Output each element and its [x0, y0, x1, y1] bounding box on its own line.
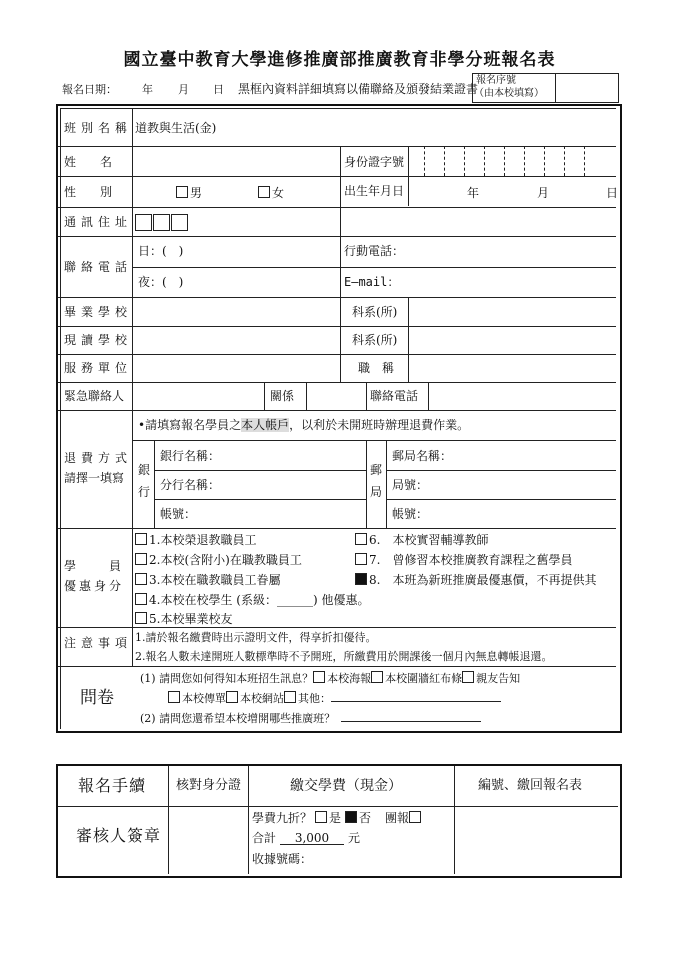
class-name-value[interactable]: 道教與生活(金) — [135, 121, 217, 135]
checkbox-icon[interactable] — [168, 691, 180, 703]
job-title-label: 職 稱 — [358, 361, 395, 375]
q1-option-4: 本校傳單 — [182, 692, 226, 705]
total-label: 合計 — [252, 831, 277, 845]
bank-name-label: 銀行名稱： — [160, 449, 221, 463]
refund-note-post: ，以利於未開班時辦理退費作業。 — [289, 418, 470, 432]
refund-note-pre: •請填寫報名學員之 — [138, 418, 242, 432]
q1-option-6: 其他： — [298, 692, 331, 705]
zip-digit-2[interactable] — [153, 214, 170, 231]
discount-text-3: 3.本校在職教職員工眷屬 — [149, 573, 281, 587]
procedure-label: 報名手續 — [78, 776, 147, 795]
discount-option-4[interactable] — [135, 593, 369, 606]
zip-digit-3[interactable] — [171, 214, 188, 231]
survey-q2 — [140, 711, 481, 724]
discount-text-7: 7. 曾修習本校推廣教育課程之舊學員 — [369, 553, 573, 567]
bank-branch-label: 分行名稱： — [160, 478, 221, 492]
name-input[interactable] — [134, 148, 338, 174]
grad-dept-label: 科系(所) — [352, 305, 398, 319]
post-label-2: 局 — [370, 485, 383, 499]
header-notice: 黑框內資料詳細填寫以備聯絡及頒發結業證書 — [238, 82, 479, 96]
zip-digit-1[interactable] — [135, 214, 152, 231]
birth-year: 年 — [467, 186, 480, 200]
discount-question-text: 學費九折？ — [252, 811, 313, 825]
checkbox-icon[interactable] — [135, 593, 147, 605]
fee-label: 繳交學費（現金） — [290, 778, 402, 794]
total-line — [252, 832, 360, 845]
post-label-1: 郵 — [370, 463, 383, 477]
notes-label: 注意事項 — [64, 636, 133, 650]
discount-text-2: 2.本校(含附小)在職教職員工 — [149, 553, 302, 567]
checkbox-icon[interactable] — [176, 186, 188, 198]
grad-school-label: 畢業學校 — [64, 305, 133, 319]
emergency-label: 緊急聯絡人 — [64, 389, 125, 403]
gender-male-label: 男 — [190, 186, 203, 200]
current-dept-label: 科系(所) — [352, 333, 398, 347]
birth-label: 出生年月日 — [344, 184, 405, 198]
current-school-label: 現讀學校 — [64, 333, 133, 347]
refund-label-2: 請擇一填寫 — [64, 471, 125, 485]
gender-male-option[interactable] — [176, 186, 202, 199]
survey-q2-text: (2) 請問您還希望本校增開哪些推廣班？ — [140, 712, 336, 725]
phone-night[interactable]: 夜：( ) — [138, 275, 184, 289]
survey-q1 — [140, 671, 520, 684]
survey-q1-text: (1) 請問您如何得知本班招生訊息？ — [140, 672, 314, 685]
checkbox-icon[interactable] — [313, 671, 325, 683]
checkbox-icon[interactable] — [355, 533, 367, 545]
survey-q1-row2 — [168, 691, 501, 704]
id-label: 身份證字號 — [344, 155, 405, 169]
date-year: 年 — [142, 83, 153, 96]
checkbox-icon[interactable] — [371, 671, 383, 683]
bank-label-1: 銀 — [138, 463, 151, 477]
birth-month: 月 — [537, 186, 550, 200]
checkbox-checked-icon[interactable] — [345, 811, 357, 823]
total-value[interactable]: 3,000 — [280, 832, 344, 845]
date-day: 日 — [213, 83, 224, 96]
no-label: 否 — [359, 811, 372, 825]
bank-account-label: 帳號： — [160, 507, 197, 521]
checkbox-icon[interactable] — [409, 811, 421, 823]
q1-option-5: 本校網站 — [240, 692, 284, 705]
yes-label: 是 — [329, 811, 342, 825]
date-label: 報名日期： — [62, 83, 117, 96]
refund-label: 退費方式 — [64, 451, 133, 465]
discount-label-2: 優惠身分 — [64, 579, 125, 593]
name-label: 姓 名 — [64, 155, 113, 169]
refund-note — [138, 419, 469, 431]
email-label: E—mail： — [344, 275, 400, 289]
q1-option-2: 本校圍牆紅布條 — [385, 672, 463, 685]
signature-label: 審核人簽章 — [76, 826, 162, 845]
page-title: 國立臺中教育大學進修推廣部推廣教育非學分班報名表 — [123, 50, 556, 70]
gender-female-option[interactable] — [258, 186, 284, 199]
relation-label: 關係 — [270, 389, 295, 403]
mobile-label: 行動電話： — [344, 244, 405, 258]
discount-option-6[interactable] — [355, 533, 488, 546]
post-account-label: 帳號： — [392, 507, 429, 521]
discount-text-5: 5.本校畢業校友 — [149, 612, 233, 626]
checkbox-icon[interactable] — [315, 811, 327, 823]
checkbox-icon[interactable] — [135, 533, 147, 545]
post-branch-label: 局號： — [392, 478, 429, 492]
q1-option-1: 本校海報 — [327, 672, 372, 685]
discount-text-6: 6. 本校實習輔導教師 — [369, 533, 489, 547]
serial-box-extra — [554, 73, 619, 103]
group-label: 團報 — [385, 811, 410, 825]
employer-label: 服務單位 — [64, 361, 133, 375]
discount-label: 學 員 — [64, 559, 125, 573]
checkbox-icon[interactable] — [284, 691, 296, 703]
discount-option-3[interactable] — [135, 573, 280, 586]
discount-option-2[interactable] — [135, 553, 302, 566]
checkbox-icon[interactable] — [462, 671, 474, 683]
currency-label: 元 — [348, 831, 361, 845]
contact-phone-label: 聯絡電話 — [370, 389, 419, 403]
q1-option-3: 親友告知 — [476, 672, 521, 685]
discount-question — [252, 811, 423, 824]
phone-label: 聯絡電話 — [64, 260, 133, 274]
gender-label: 性 別 — [64, 185, 113, 199]
discount-option-7[interactable] — [355, 553, 572, 566]
serial-label: 報名序號 — [476, 75, 516, 86]
survey-q2-input[interactable] — [341, 711, 481, 722]
checkbox-icon[interactable] — [226, 691, 238, 703]
gender-female-label: 女 — [272, 186, 285, 200]
phone-day[interactable]: 日：( ) — [138, 244, 184, 258]
bank-label-2: 行 — [138, 485, 151, 499]
id-number-grid[interactable] — [408, 146, 616, 176]
refund-note-highlight: 本人帳戶 — [241, 418, 290, 432]
address-label: 通訊住址 — [64, 215, 133, 229]
date-month: 月 — [178, 83, 189, 96]
number-label: 編號、繳回報名表 — [478, 778, 583, 793]
discount-text-8: 8. 本班為新班推廣最優惠價，不再提供其 — [369, 573, 597, 587]
note-1: 1.請於報名繳費時出示證明文件，得享折扣優待。 — [135, 631, 377, 644]
discount-option-5[interactable] — [135, 612, 232, 625]
checkbox-icon[interactable] — [355, 553, 367, 565]
checkbox-icon[interactable] — [135, 612, 147, 624]
discount-option-1[interactable] — [135, 533, 256, 546]
checkbox-icon[interactable] — [258, 186, 270, 198]
class-name-label: 班別名稱 — [64, 121, 133, 135]
receipt-label: 收據號碼： — [252, 852, 313, 866]
other-input[interactable] — [331, 691, 501, 702]
discount-text-1: 1.本校榮退教職員工 — [149, 533, 257, 547]
post-name-label: 郵局名稱： — [392, 449, 453, 463]
verify-label: 核對身分證 — [176, 778, 242, 793]
checkbox-icon[interactable] — [135, 573, 147, 585]
checkbox-icon[interactable] — [135, 553, 147, 565]
discount-text-4: 4.本校在校學生 (系級：______) 他優惠。 — [149, 593, 370, 607]
survey-label: 問卷 — [80, 688, 114, 708]
note-2: 2.報名人數未達開班人數標準時不予開班，所繳費用於開課後一個月內無息轉帳退還。 — [135, 650, 553, 663]
discount-option-8[interactable] — [355, 573, 596, 586]
checkbox-checked-icon[interactable] — [355, 573, 367, 585]
serial-note: （由本校填寫） — [474, 88, 544, 99]
birth-day: 日 — [606, 186, 619, 200]
